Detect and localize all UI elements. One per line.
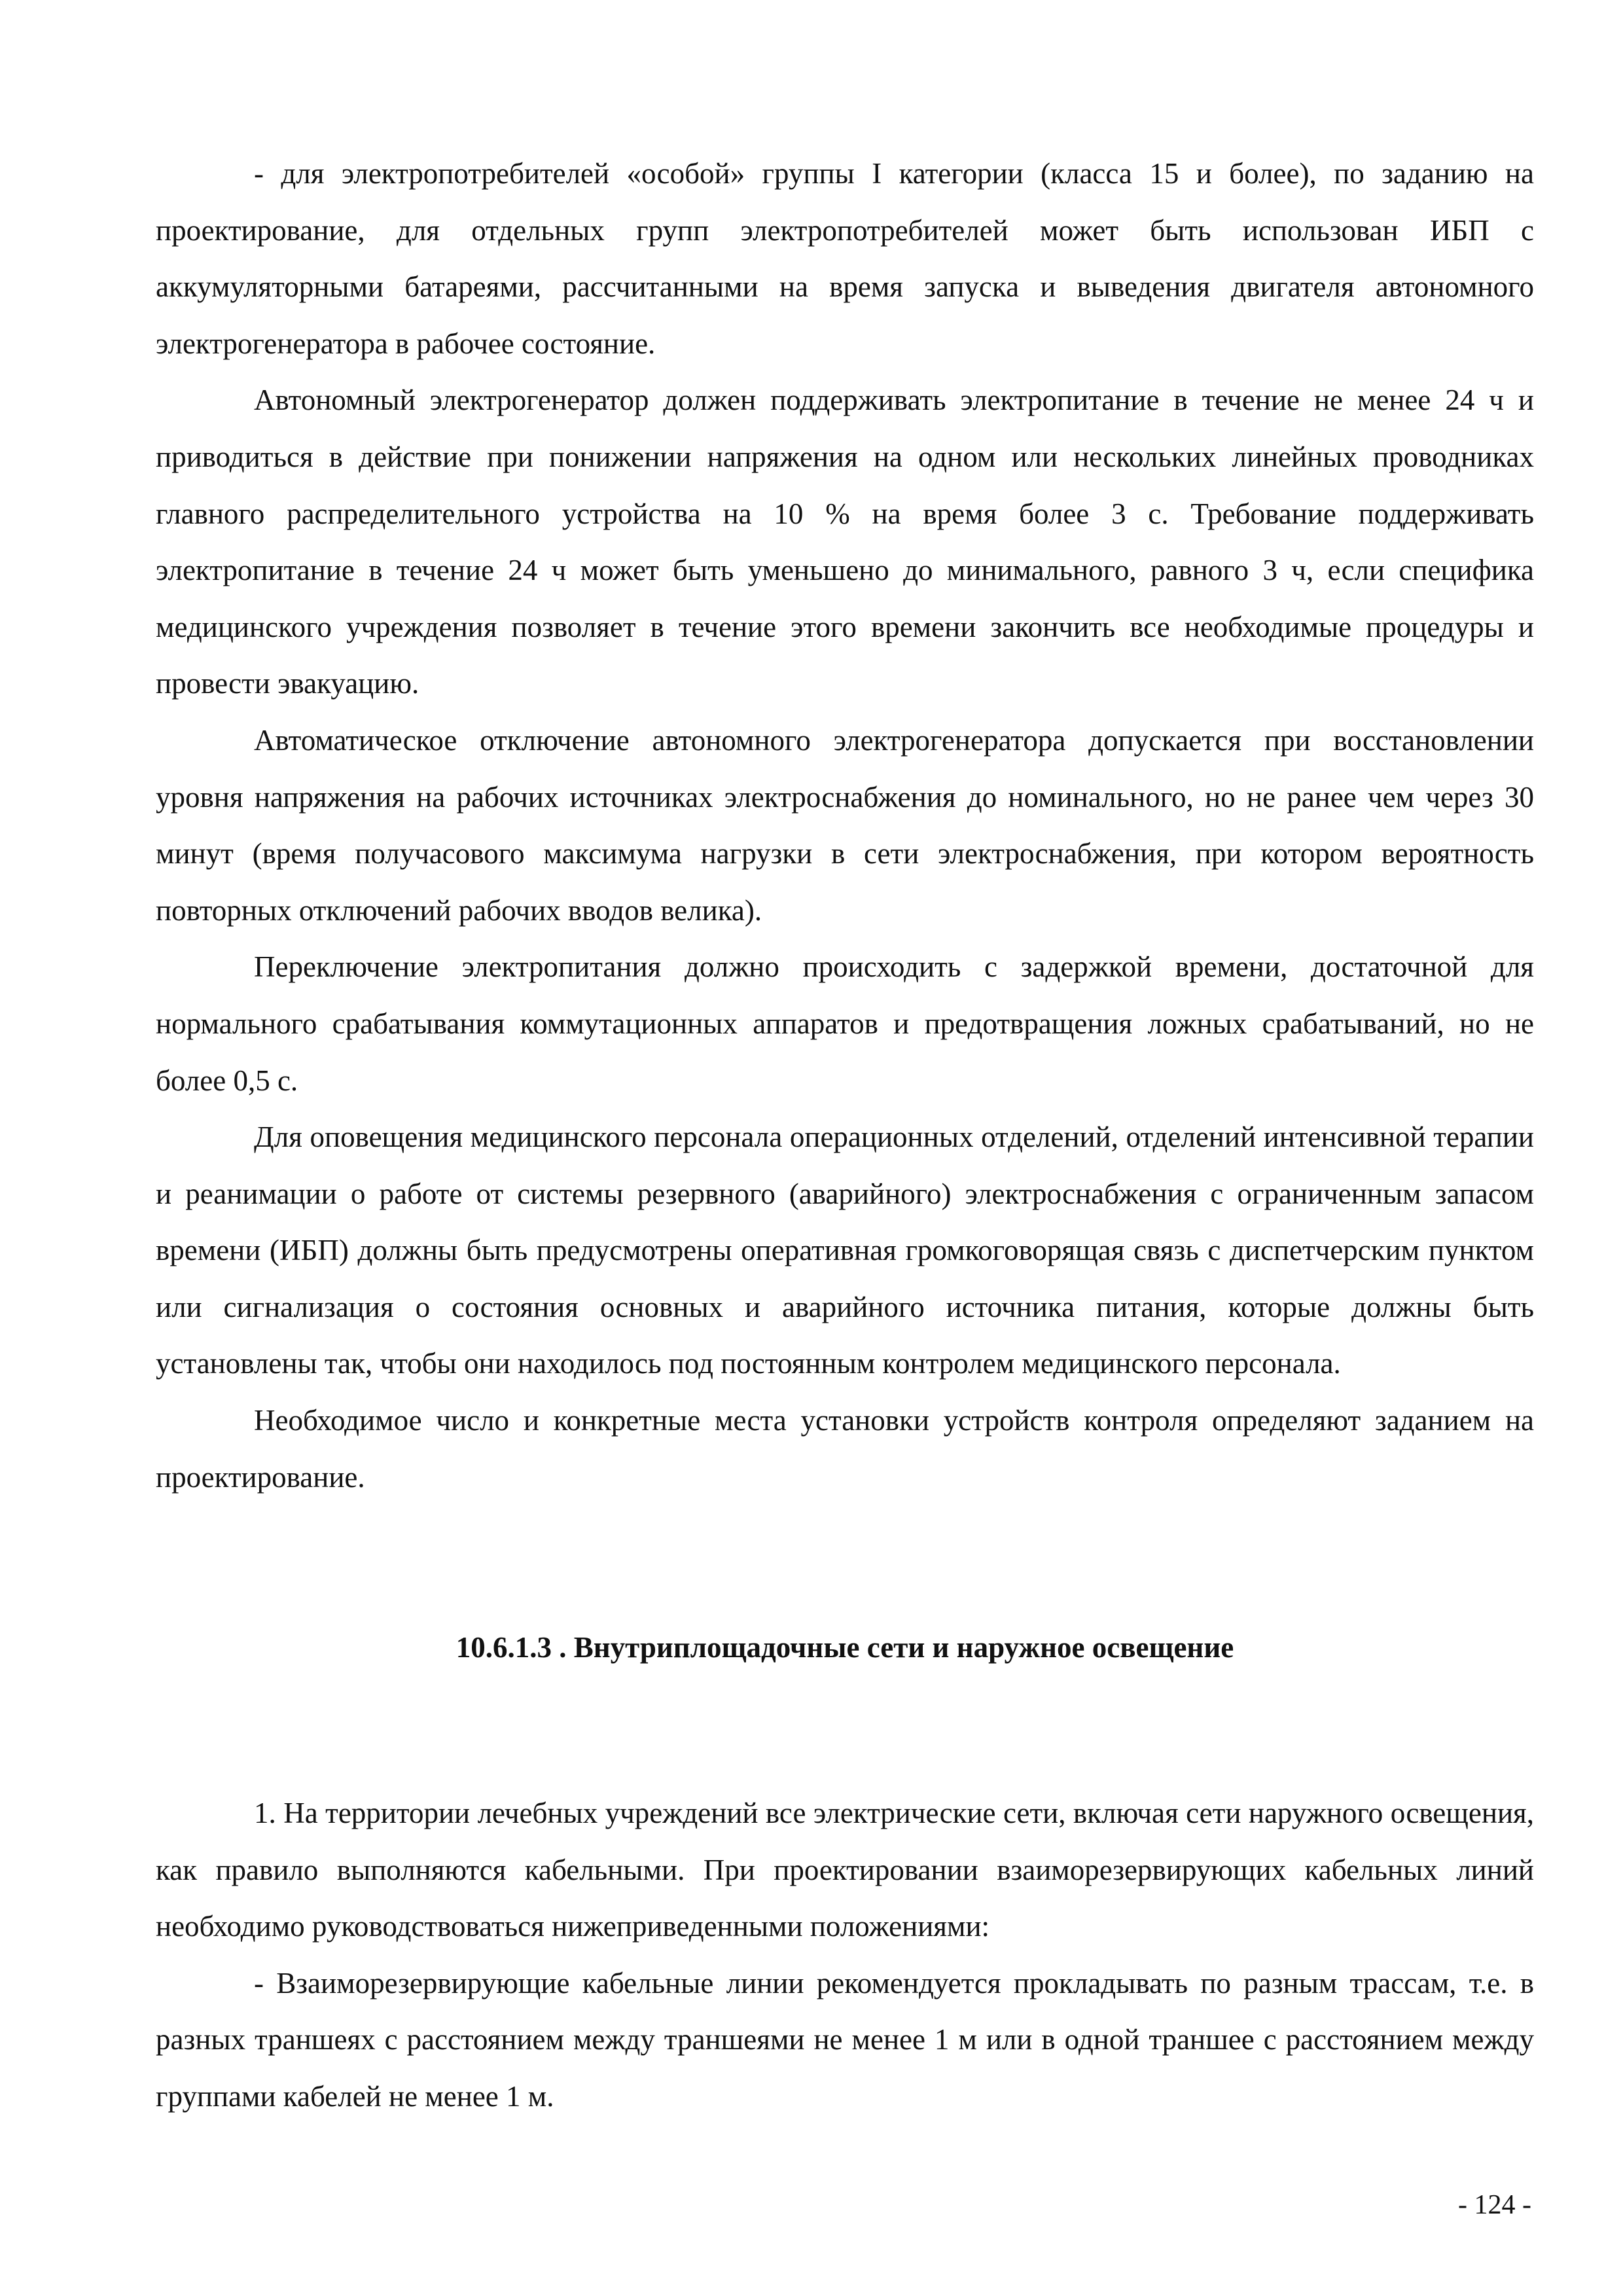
- body-text-upper: [156, 145, 1534, 1505]
- paragraph-switching-delay: Переключение электропитания должно происходить с задержкой времени, достаточной для нормального срабатывания коммутационных аппаратов и предотвращения ложных срабатываний, но не более 0,5 с.: [156, 950, 1534, 1097]
- body-text-lower: [156, 1785, 1534, 2125]
- page-number: - 124 -: [1458, 2190, 1531, 2220]
- paragraph-generator-shutdown: Автоматическое отключение автономного электрогенератора допускается при восстановлении уровня напряжения на рабочих источниках электроснабжения до номинального, но не ранее чем через 30 минут (время получасового максимума нагрузки в сети электроснабжения, при котором вероятность повторных отключений рабочих вводов велика).: [156, 723, 1534, 927]
- paragraph-staff-notification: Для оповещения медицинского персонала операционных отделений, отделений интенсивной терапии и реанимации о работе от системы резервного (аварийного) электроснабжения с ограниченным запасом времени (ИБП) должны быть предусмотрены оперативная громкоговорящая связь с диспетчерским пунктом или сигнализация о состояния основных и аварийного источника питания, которые должны быть установлены так, чтобы они находилось под постоянным контролем медицинского персонала.: [156, 1121, 1534, 1380]
- section-heading: 10.6.1.3 . Внутриплощадочные сети и наружное освещение: [455, 1631, 1234, 1664]
- paragraph-cable-networks: 1. На территории лечебных учреждений все электрические сети, включая сети наружного освещения, как правило выполняются кабельными. При проектировании взаиморезервирующих кабельных линий необходимо руководствоваться нижеприведенными положениями:: [156, 1797, 1534, 1943]
- paragraph-generator-duration: Автономный электрогенератор должен поддерживать электропитание в течение не менее 24 ч и приводиться в действие при понижении напряжения на одном или нескольких линейных проводниках главного распределительного устройства на 10 % на время более 3 с. Требование поддерживать электропитание в течение 24 ч может быть уменьшено до минимального, равного 3 ч, если специфика медицинского учреждения позволяет в течение этого времени закончить все необходимые процедуры и провести эвакуацию.: [156, 384, 1534, 700]
- paragraph-ups-requirement: - для электропотребителей «особой» группы I категории (класса 15 и более), по заданию на проектирование, для отдельных групп электропотребителей может быть использован ИБП с аккумуляторными батареями, рассчитанными на время запуска и выведения двигателя автономного электрогенератора в рабочее состояние.: [156, 157, 1534, 360]
- paragraph-control-devices: Необходимое число и конкретные места установки устройств контроля определяют заданием на проектирование.: [156, 1404, 1534, 1494]
- paragraph-cable-routes: - Взаиморезервирующие кабельные линии рекомендуется прокладывать по разным трассам, т.е. в разных траншеях с расстоянием между траншеями не менее 1 м или в одной траншее с расстоянием между группами кабелей не менее 1 м.: [156, 1966, 1534, 2113]
